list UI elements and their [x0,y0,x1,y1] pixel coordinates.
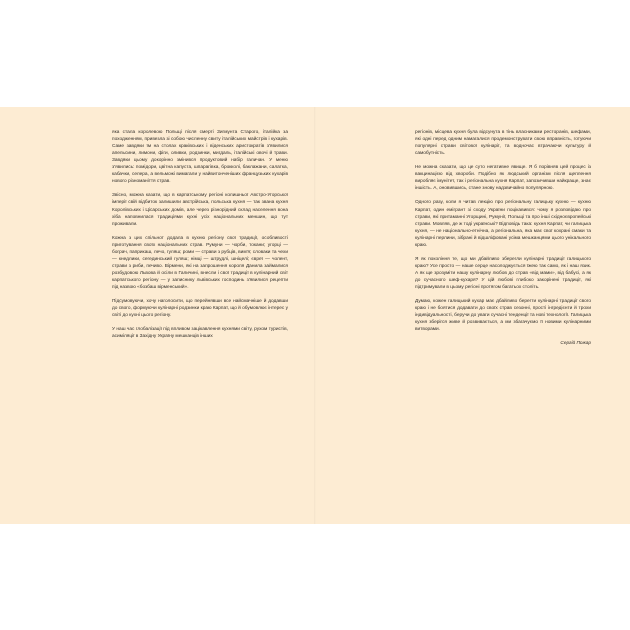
book-gutter [314,107,316,524]
paragraph: Не можна сказати, що це суто негативне явище. Я б порівняв цей процес із вакцинацією від хвороби. Подібно як людський організм після щеплення виробляє імунітет, так і регіональна кухня Карпат, запозичивши найкраще, знає іншість. А, оновившись, стане знову надзвичайно популярною. [415,165,591,192]
paragraph: яка стала королевою Польщі після смерті Зигмунта Старого, італійка за походженням, привезла зі собою численну свиту італійських майстрів і кухарів. Саме завдяки їм на столах краківських і віденських аристократів з'явилися апельсини, лимони, фіги, оливки, родзинки, мигдаль, італійські овочі й трави. Завдяки цьому докорінно змінився продуктовий набір галичан. У меню з'явились: помідори, цвітна капуста, шпарагівка, брокколі, баклажани, салатка, кабачки, селера, а вельможі вимагали у найвитонченіших французьких кухарів нового різноманіття страв. [112,130,288,185]
paragraph: Думаю, кожен галицький кухар має дбайливо берегти кулінарні традиції свого краю і не боятися додавати до своїх страв сезонні, прості інгредієнти й трохи індивідуальності, беручи до уваги сучасні тенденції та нові технології. Галицька кухня зберігся живе й розвивається, а ми збагачуємо її новими кулінарними витворами. [415,299,591,333]
author-signature: Сергій Пожар [560,341,591,347]
left-page-text [112,129,288,347]
paragraph: Одного разу, коли я читав лекцію про регіональну галицьку кухню — кухню Карпат, один емігрант зі сходу України поцікавився: чому я розповідаю про страви, які притаманні Угорщині, Румунії, Польщі та про інші східноєвропейські страви. Мовляв, де ж тоді українські? Відповідь така: кухня Карпат, чи галицька кухня, — не національно-етнічна, а регіональна, яка має свої кохрані смаки та кулінарні перлини, зібрані й відшліфовані усіма мешканцями цього унікального краю. [415,200,591,248]
paragraph: Звісно, можна казати, що в карпатському регіоні колишньої Австро-Угорської імперії свій відбиток залишили австрійська, польська кухня — так звана кухня Королівських і Цісарських домів, але через різнорідний склад населення вона хіба наповнилася традиціями кухні усіх національних меншин, що тут проживали. [112,193,288,227]
paragraph: Кожна з цих спільнот додала в кухню регіону свої традиції, особливості приготування своїх національних страв. Румуни — чорби, токани; угорці — бограч, паприкаш, лечо, гуляш; роми — страви з рубців, вим'я; словаки та чехи — кнедлики, сегединський гуляш; німці — штрудлі, шніцелі; євреї — чолент, страви з риби, печиво. Вірмени, які на запрошення короля Данила займалися розбудовою Львова й осіли в Галичині, внесли і свої традиції в кулінарний світ карпатського регіону — у записнику львівських господинь з'явилися рецепти під назвою «бозбаш вірменський». [112,235,288,291]
paragraph: У наш час глобалізації під впливом зацікавлення кухнями світу, рухом туристів, асиміляції в Західну Україну мешканців інших [112,327,288,340]
paragraph: Я як покоління те, що ми дбайливо зберегли кулінарні традиції галицького краю? Усе просто — наше серце насолоджується їжею так само, як і наш язик. А як ще зрозуміти нашу кулінарну любов до страв «від мами», від бабусі, а як до сучасного шеф-кухаря? У цій любові глибоко закорінені традиції, які підтримували в цьому регіоні протягом багатьох століть. [415,256,591,291]
paragraph: Підсумовуючи, хочу наголосити, що перейнявши все найсмачніше й додавши до свого, формуючи кулінарні родзинки краю Карпат, що й обумовлює інтерес у світі до кухні цього регіону. [112,299,288,319]
paragraph: регіонів, місцева кухня була відсунута в тінь власниками ресторанів, шефами, які одні перед одним намагалися продемонструвати свою вправність, готуючи популярні страви світової кулінарії, та водночас втрачаючи культуру й самобутність. [415,130,591,157]
right-page-text [415,129,591,347]
book-spread [0,107,630,524]
